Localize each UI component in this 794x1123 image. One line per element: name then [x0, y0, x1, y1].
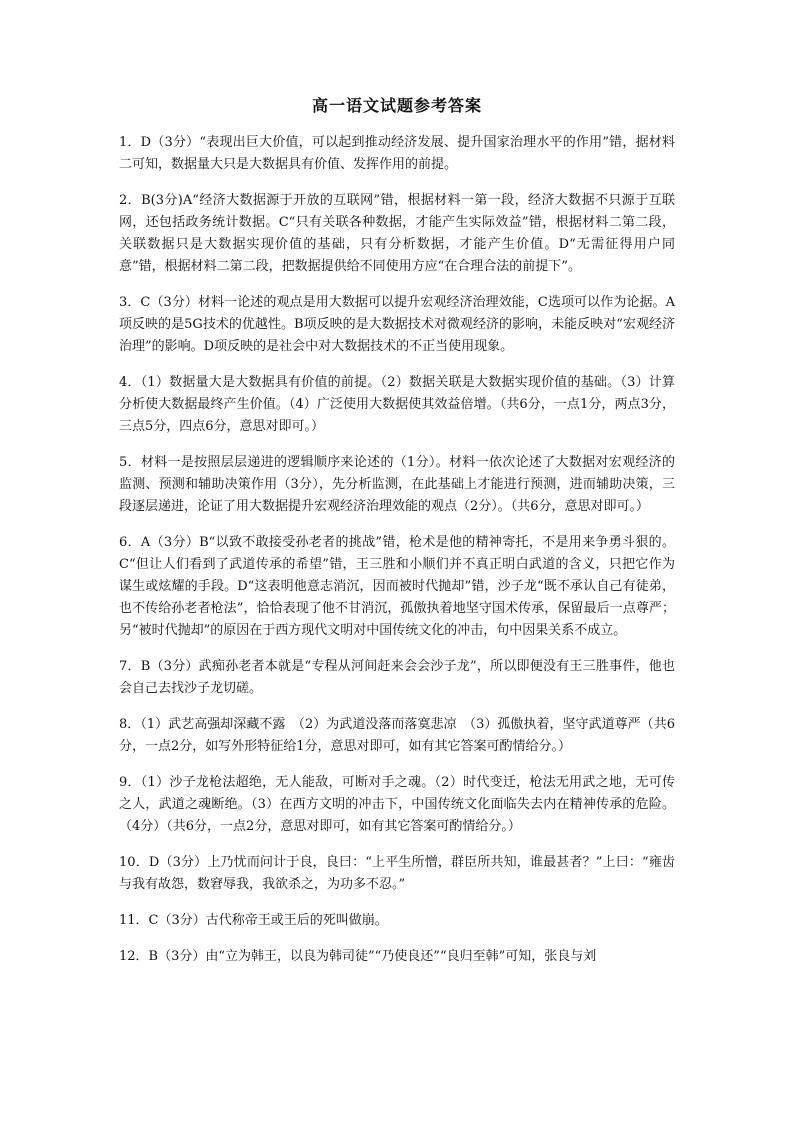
answer-item-10: 10．D（3分）上乃忧而问计于良，良曰：“上平生所憎，群臣所共知，谁最甚者？”上曰：“雍齿与我有故怨，数窘辱我，我欲杀之，为功多不忍。” — [119, 855, 675, 892]
document-title: 高一语文试题参考答案 — [311, 96, 482, 115]
answer-item-11: 11．C（3分）古代称帝王或王后的死叫做崩。 — [119, 913, 388, 928]
answer-item-4: 4．（1）数据量大是大数据具有价值的前提。（2）数据关联是大数据实现价值的基础。（3）计算分析使大数据最终产生价值。（4）广泛使用大数据使其效益倍增。（共6分，一点1分，两点3分，三点5分，四点6分，意思对即可。） — [119, 375, 675, 434]
answer-item-7: 7．B（3分）武痴孙老者本就是“专程从河间赶来会会沙子龙”，所以即便没有王三胜事件，他也会自己去找沙子龙切磋。 — [119, 659, 675, 696]
answer-item-5: 5．材料一是按照层层递进的逻辑顺序来论述的（1分）。材料一依次论述了大数据对宏观经济的监测、预测和辅助决策作用（3分），先分析监测，在此基础上才能进行预测，进而辅助决策，三段逐层递进，论证了用大数据提升宏观经济治理效能的观点（2分）。（共6分，意思对即可。） — [119, 455, 675, 514]
answer-item-3: 3．C（3分）材料一论述的观点是用大数据可以提升宏观经济治理效能，C选项可以作为论据。A项反映的是5G技术的优越性。B项反映的是大数据技术对微观经济的影响，未能反映对“宏观经济治理”的影响。D项反映的是社会中对大数据技术的不正当使用现象。 — [119, 295, 675, 354]
answer-item-9: 9．（1）沙子龙枪法超绝，无人能敌，可断对手之魂。（2）时代变迁，枪法无用武之地，无可传之人，武道之魂断绝。（3）在西方文明的冲击下，中国传统文化面临失去内在精神传承的危险。（4分）（共6分，一点2分，意思对即可，如有其它答案可酌情给分。） — [119, 775, 675, 834]
answer-item-2: 2．B(3分)A“经济大数据源于开放的互联网”错，根据材料一第一段，经济大数据不只源于互联网，还包括政务统计数据。C“只有关联各种数据，才能产生实际效益”错，根据材料二第二段，关联数据只是大数据实现价值的基础，只有分析数据，才能产生价值。D“无需征得用户同意”错，根据材料二第二段，把数据提供给不同使用方应“在合理合法的前提下”。 — [119, 193, 675, 274]
answer-item-1: 1．D（3分）“表现出巨大价值，可以起到推动经济发展、提升国家治理水平的作用”错，据材料二可知，数据量大只是大数据具有价值、发挥作用的前提。 — [119, 135, 675, 172]
answer-list — [119, 132, 675, 982]
answer-item-6: 6．A（3分）B“以致不敢接受孙老者的挑战”错，枪术是他的精神寄托，不是用来争勇斗狠的。C“但让人们看到了武道传承的希望”错，王三胜和小顺们并不真正明白武道的含义，只把它作为谋生或炫耀的手段。D“这表明他意志消沉，因而被时代抛却”错，沙子龙“既不承认自己有徒弟，也不传给孙老者枪法”，恰恰表现了他不甘消沉，孤傲执着地坚守国术传承，保留最后一点尊严；另“被时代抛却”的原因在于西方现代文明对中国传统文化的冲击，句中因果关系不成立。 — [119, 535, 675, 638]
answer-item-8: 8．（1）武艺高强却深藏不露 （2）为武道没落而落寞悲凉 （3）孤傲执着，坚守武道尊严（共6分，一点2分，如写外形特征给1分，意思对即可，如有其它答案可酌情给分。） — [119, 717, 675, 754]
answer-item-12: 12．B（3分）由“立为韩王，以良为韩司徒”“乃使良还”“良归至韩”可知，张良与刘 — [119, 949, 597, 964]
